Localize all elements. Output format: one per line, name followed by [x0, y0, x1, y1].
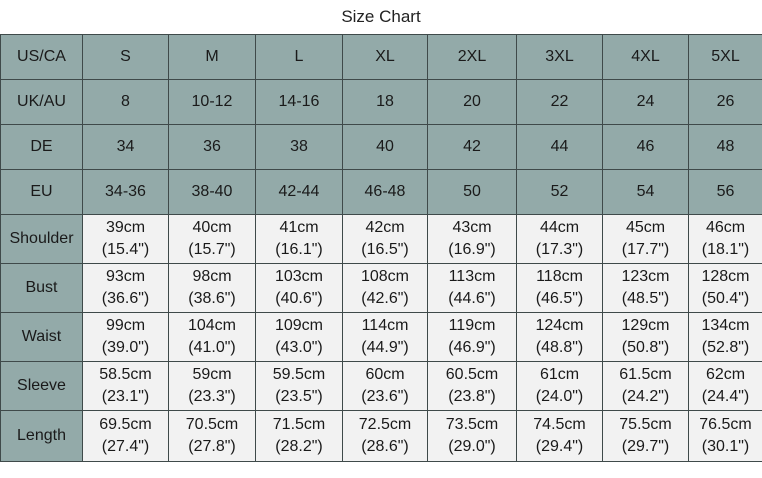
cm-value: 72.5cm [358, 416, 412, 433]
inch-value: (28.2") [275, 438, 323, 455]
inch-value: (48.8") [535, 339, 584, 356]
measurement-cell [169, 264, 256, 313]
size-value-cell: 42-44 [256, 170, 343, 215]
cm-value: 99cm [105, 317, 146, 334]
inch-value: (28.6") [361, 438, 409, 455]
size-value-cell: 5XL [689, 35, 762, 80]
measurement-cell [689, 215, 762, 264]
size-value-cell: 44 [517, 125, 603, 170]
cm-value: 69.5cm [99, 416, 152, 433]
cm-value: 39cm [105, 219, 146, 236]
cm-value: 119cm [448, 317, 496, 334]
size-value-cell: M [169, 35, 256, 80]
cm-value: 59cm [192, 366, 232, 383]
cm-value: 71.5cm [272, 416, 326, 433]
measurement-cell [689, 313, 762, 362]
measurement-cell [256, 313, 343, 362]
measurement-cell [343, 313, 428, 362]
size-value-cell: 50 [428, 170, 517, 215]
inch-value: (36.6") [101, 290, 150, 307]
inch-value: (52.8") [701, 339, 750, 356]
inch-value: (38.6") [188, 290, 236, 307]
size-value-cell: 54 [603, 170, 689, 215]
inch-value: (24.0") [535, 388, 584, 405]
measurement-cell [343, 411, 428, 462]
measurement-label: Length [1, 411, 83, 462]
measurement-cell [517, 362, 603, 411]
measurement-cell [169, 362, 256, 411]
cm-value: 61cm [539, 366, 580, 383]
cm-value: 44cm [539, 219, 580, 236]
inch-value: (50.4") [701, 290, 750, 307]
cm-value: 40cm [192, 219, 232, 236]
inch-value: (15.4") [101, 241, 150, 258]
measurement-cell [517, 264, 603, 313]
inch-value: (44.6") [448, 290, 496, 307]
measurement-cell [343, 215, 428, 264]
inch-value: (15.7") [188, 241, 236, 258]
cm-value: 76.5cm [699, 416, 752, 433]
inch-value: (46.9") [448, 339, 496, 356]
measurement-cell [83, 411, 169, 462]
inch-value: (24.4") [701, 388, 750, 405]
measurement-cell [428, 313, 517, 362]
cm-value: 108cm [360, 268, 410, 285]
measurement-cell [689, 264, 762, 313]
inch-value: (16.1") [275, 241, 323, 258]
size-value-cell: 56 [689, 170, 762, 215]
inch-value: (30.1") [701, 438, 750, 455]
cm-value: 123cm [621, 268, 670, 285]
inch-value: (16.5") [361, 241, 409, 258]
measurement-cell [517, 411, 603, 462]
measurement-label: Waist [1, 313, 83, 362]
measurement-cell [428, 264, 517, 313]
inch-value: (18.1") [701, 241, 750, 258]
size-system-label: UK/AU [1, 80, 83, 125]
size-value-cell: 10-12 [169, 80, 256, 125]
measurement-cell [603, 264, 689, 313]
inch-value: (24.2") [621, 388, 670, 405]
measurement-cell [343, 264, 428, 313]
measurement-cell [256, 215, 343, 264]
size-value-cell: 46 [603, 125, 689, 170]
measurement-cell [83, 264, 169, 313]
measurement-cell [603, 362, 689, 411]
cm-value: 134cm [701, 317, 750, 334]
cm-value: 98cm [192, 268, 232, 285]
size-system-label: DE [1, 125, 83, 170]
size-row [1, 170, 762, 215]
inch-value: (23.1") [101, 388, 150, 405]
cm-value: 114cm [361, 317, 409, 334]
inch-value: (27.4") [101, 438, 150, 455]
cm-value: 109cm [274, 317, 324, 334]
measurement-cell [169, 313, 256, 362]
cm-value: 61.5cm [619, 366, 672, 383]
measurement-cell [517, 215, 603, 264]
cm-value: 43cm [452, 219, 492, 236]
inch-value: (17.7") [621, 241, 670, 258]
cm-value: 93cm [105, 268, 146, 285]
size-value-cell: 36 [169, 125, 256, 170]
size-value-cell: 22 [517, 80, 603, 125]
size-value-cell: L [256, 35, 343, 80]
size-value-cell: 46-48 [343, 170, 428, 215]
measurement-cell [689, 362, 762, 411]
size-row [1, 35, 762, 80]
measurement-cell [689, 411, 762, 462]
inch-value: (17.3") [535, 241, 584, 258]
inch-value: (40.6") [275, 290, 323, 307]
measurement-cell [343, 362, 428, 411]
measurement-cell [83, 313, 169, 362]
cm-value: 59.5cm [272, 366, 326, 383]
inch-value: (43.0") [275, 339, 323, 356]
measurement-cell [83, 215, 169, 264]
size-value-cell: 4XL [603, 35, 689, 80]
measurement-cell [603, 313, 689, 362]
inch-value: (23.8") [448, 388, 496, 405]
cm-value: 60cm [365, 366, 405, 383]
size-value-cell: 34-36 [83, 170, 169, 215]
inch-value: (44.9") [361, 339, 409, 356]
size-value-cell: 2XL [428, 35, 517, 80]
size-value-cell: 18 [343, 80, 428, 125]
inch-value: (50.8") [621, 339, 670, 356]
size-value-cell: 38-40 [169, 170, 256, 215]
cm-value: 74.5cm [533, 416, 586, 433]
measurement-label: Sleeve [1, 362, 83, 411]
inch-value: (41.0") [188, 339, 236, 356]
cm-value: 45cm [625, 219, 666, 236]
cm-value: 129cm [621, 317, 670, 334]
measurement-row [1, 215, 762, 264]
cm-value: 104cm [187, 317, 237, 334]
inch-value: (27.8") [188, 438, 236, 455]
size-value-cell: 8 [83, 80, 169, 125]
measurement-cell [428, 411, 517, 462]
cm-value: 41cm [279, 219, 319, 236]
inch-value: (48.5") [621, 290, 670, 307]
size-value-cell: 38 [256, 125, 343, 170]
inch-value: (29.0") [448, 438, 496, 455]
cm-value: 60.5cm [445, 366, 499, 383]
inch-value: (16.9") [448, 241, 496, 258]
size-value-cell: 26 [689, 80, 762, 125]
measurement-cell [83, 362, 169, 411]
size-value-cell: 20 [428, 80, 517, 125]
measurement-label: Bust [1, 264, 83, 313]
inch-value: (29.7") [621, 438, 670, 455]
measurement-cell [256, 411, 343, 462]
cm-value: 128cm [701, 268, 750, 285]
size-system-label: US/CA [1, 35, 83, 80]
size-value-cell: 52 [517, 170, 603, 215]
measurement-cell [603, 411, 689, 462]
cm-value: 62cm [705, 366, 746, 383]
cm-value: 70.5cm [185, 416, 239, 433]
inch-value: (29.4") [535, 438, 584, 455]
cm-value: 75.5cm [619, 416, 672, 433]
inch-value: (23.3") [188, 388, 236, 405]
measurement-row [1, 411, 762, 462]
size-value-cell: 48 [689, 125, 762, 170]
chart-title: Size Chart [341, 7, 421, 26]
cm-value: 73.5cm [445, 416, 499, 433]
measurement-cell [428, 362, 517, 411]
size-row [1, 125, 762, 170]
measurement-cell [428, 215, 517, 264]
inch-value: (23.6") [361, 388, 409, 405]
size-system-label: EU [1, 170, 83, 215]
cm-value: 103cm [274, 268, 324, 285]
measurement-label: Shoulder [1, 215, 83, 264]
size-value-cell: XL [343, 35, 428, 80]
cm-value: 58.5cm [99, 366, 152, 383]
measurement-cell [169, 215, 256, 264]
cm-value: 118cm [536, 268, 583, 285]
measurement-cell [256, 362, 343, 411]
measurement-cell [517, 313, 603, 362]
cm-value: 113cm [448, 268, 496, 285]
size-chart-table [0, 34, 762, 462]
measurement-row [1, 264, 762, 313]
cm-value: 42cm [365, 219, 405, 236]
cm-value: 124cm [535, 317, 584, 334]
size-value-cell: 3XL [517, 35, 603, 80]
measurement-cell [256, 264, 343, 313]
inch-value: (39.0") [101, 339, 150, 356]
inch-value: (23.5") [275, 388, 323, 405]
size-value-cell: 24 [603, 80, 689, 125]
measurement-row [1, 362, 762, 411]
inch-value: (42.6") [361, 290, 409, 307]
size-value-cell: 14-16 [256, 80, 343, 125]
size-row [1, 80, 762, 125]
inch-value: (46.5") [535, 290, 584, 307]
size-value-cell: 40 [343, 125, 428, 170]
size-value-cell: S [83, 35, 169, 80]
cm-value: 46cm [705, 219, 746, 236]
measurement-row [1, 313, 762, 362]
measurement-cell [603, 215, 689, 264]
size-value-cell: 34 [83, 125, 169, 170]
size-value-cell: 42 [428, 125, 517, 170]
measurement-cell [169, 411, 256, 462]
